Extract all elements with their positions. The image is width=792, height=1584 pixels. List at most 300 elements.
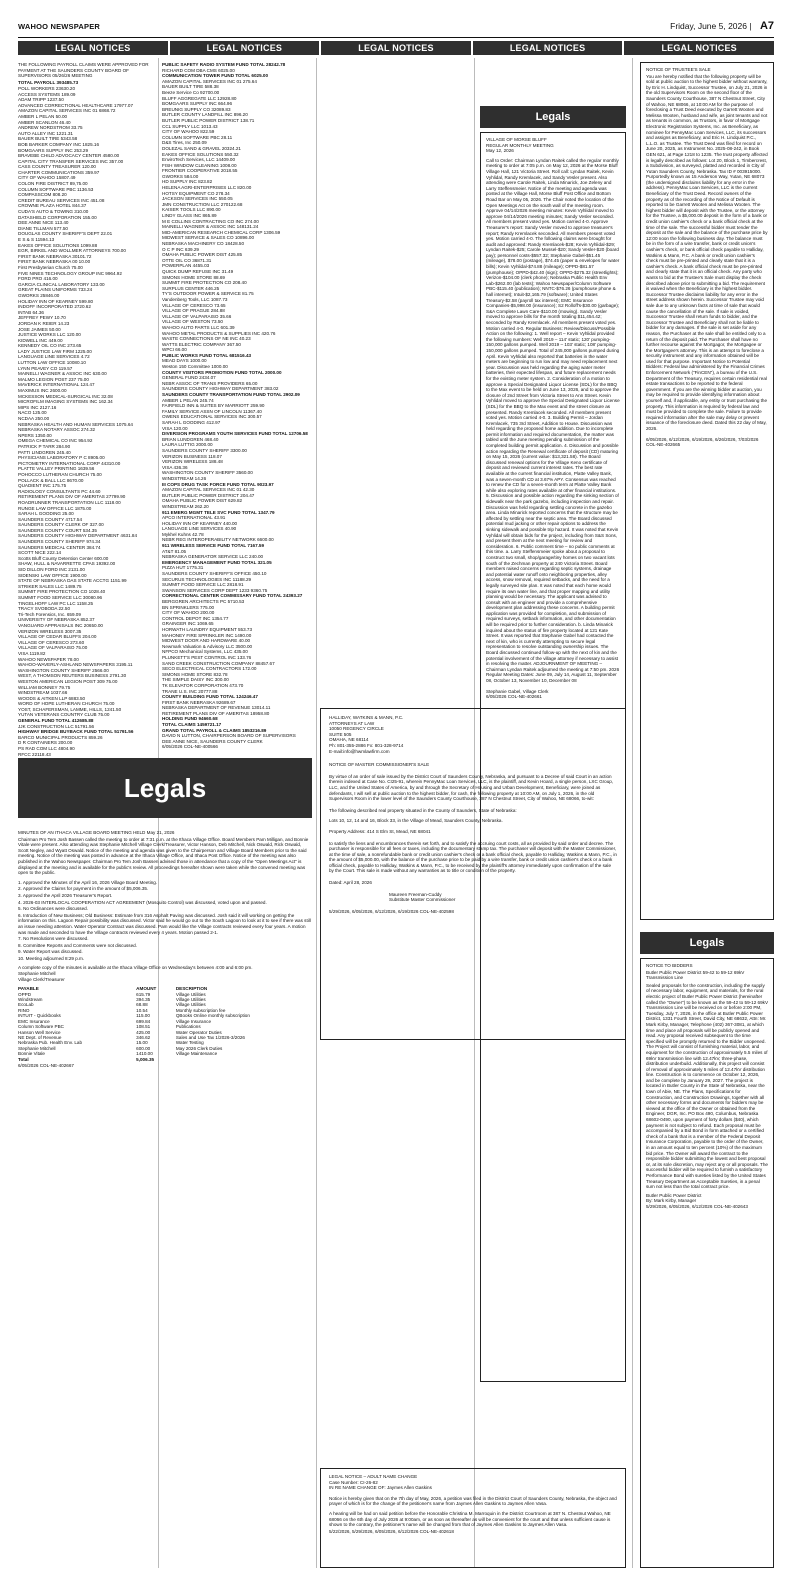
claim-line: DATASHIELD CORPORATION 155.00 bbox=[18, 214, 97, 220]
claim-line: BUTLER PUBLIC POWER DISTRICT 204.47 bbox=[162, 492, 255, 498]
claim-line: Weston 150 Committee 1000.00 bbox=[162, 364, 228, 370]
notice-title bbox=[486, 137, 620, 154]
claim-line: SAUNDERS COUNTY SHERIFF 974.34 bbox=[18, 539, 101, 545]
claim-line: SUMMIT FIRE PROTECTION CO 1028.40 bbox=[18, 589, 106, 595]
claim-line: VILLAGE OF CERESCO 273.60 bbox=[18, 639, 85, 645]
claim-line: APCO INTERNATIONAL 43.91 bbox=[162, 515, 226, 521]
claim-line: FIRST BANK NEBRASKA 30101.72 bbox=[18, 253, 92, 259]
section-bar: LEGAL NOTICES bbox=[18, 41, 168, 55]
claim-line: PICTOMETRY INTERNATIONAL CORP 44310.00 bbox=[18, 460, 121, 466]
claim-line: LINDY GLASS INC 865.89 bbox=[162, 213, 217, 219]
table-cell: 615.79 bbox=[136, 991, 151, 997]
claim-line: BARCO MUNICIPAL PRODUCTS 859.26 bbox=[18, 734, 103, 740]
claim-line: MCKESSON MEDICAL-SURGICAL INC 32.08 bbox=[18, 393, 113, 399]
claim-line: POLL WORKERS 23630.20 bbox=[18, 85, 76, 91]
claim-line: SARAH L GOODING 412.97 bbox=[162, 420, 221, 425]
claim-line: D&S Tires, Inc 250.09 bbox=[162, 140, 207, 146]
claim-line: LAURA LUTTIG 2000.00 bbox=[162, 442, 213, 448]
section-bar: LEGAL NOTICES bbox=[170, 41, 320, 55]
claim-line: SWANSON SERVICES CORP DEPT 1233 9360.75 bbox=[162, 587, 268, 593]
table-cell: Village Utilities bbox=[175, 1002, 206, 1008]
claim-line: GRAND TOTAL PAYROLL & CLAIMS 1853216.89 bbox=[162, 727, 267, 733]
law-firm-line: OMAHA, NE 68114 bbox=[329, 737, 369, 743]
claim-line: MICROFILM IMAGING SYSTEMS INC 162.34 bbox=[18, 399, 113, 405]
claim-line: DIANE TILLMAN 577.50 bbox=[18, 225, 68, 231]
claim-line: COLUMN SOFTWARE PBC 1136.53 bbox=[18, 186, 94, 192]
claim-line: NACO 125.00 bbox=[18, 410, 47, 416]
table-cell: Village Utilities bbox=[175, 991, 206, 997]
table-cell: 600.00 bbox=[136, 1045, 151, 1051]
table-cell: Bonnie Vitale bbox=[18, 1051, 45, 1057]
claim-line: SCOTT NICE 222.14 bbox=[18, 550, 62, 556]
claim-line: SAUNDERS COUNTY SHERIFF 3300.00 bbox=[162, 447, 247, 453]
notice-footer: 5/29/2026, 6/05/2026, 6/12/2026 COL-NE-402643 bbox=[646, 1203, 748, 1209]
notice-to-bidders bbox=[640, 958, 774, 1568]
claim-line: ACCESS SYSTEMS 189.09 bbox=[18, 91, 76, 97]
table-cell: EMC Insurance bbox=[18, 1018, 50, 1024]
minutes-item: 1. Approved the Minutes of the April 16, 2026 Village Board Meeting. bbox=[18, 879, 158, 885]
claim-line: JUSTICE WORKS LLC 120.00 bbox=[18, 332, 81, 338]
notice-closing: A complete copy of the minutes is available at the Ithaca Village Office on Wednesday's between 4:00 and 6:00 pm. bbox=[18, 965, 253, 971]
claim-line: III COPS DRUG TASK FORCE FUND TOTAL 9023.97 bbox=[162, 481, 274, 487]
issue-date: Friday, June 5, 2026 bbox=[670, 21, 747, 31]
claim-line: INTAB 64.36 bbox=[18, 309, 44, 315]
signer-name: Stephanie Mitchell bbox=[18, 971, 56, 977]
minutes-item: 4. 2026-03 INTERLOCAL COOPERATION ACT AGREEMENT (Mosquito Control) was discussed, voted upon and passed. bbox=[18, 899, 267, 905]
claim-line: BLUFF AGGREGATE LLC 12928.80 bbox=[162, 95, 237, 101]
claim-line: GENERAL FUND 2434.07 bbox=[162, 375, 216, 381]
signer-title: Substitute Master Commissioner bbox=[389, 897, 456, 903]
claim-line: OMAHA PUBLIC POWER DIST 629.82 bbox=[162, 498, 243, 504]
claim-line: EAKES OFFICE SOLUTIONS 1099.88 bbox=[18, 242, 98, 248]
claim-line: SAUNDERS COUNTY SHERIFF'S OFFICE 450.10 bbox=[162, 571, 267, 577]
table-cell: EcoLab bbox=[18, 1002, 34, 1008]
claim-line: CITY OF WAHOO 822.59 bbox=[162, 129, 215, 135]
claim-line: COLON FIRE DISTRICT 89,75.00 bbox=[18, 181, 88, 187]
notice-footer: 5/22/2026, 5/29/2026, 6/05/2026, 6/12/2026 COL-NE-402618 bbox=[329, 1528, 454, 1534]
claim-line: FRONTIER COOPERATIVE 2018.55 bbox=[162, 168, 238, 174]
table-cell: 10.54 bbox=[136, 1007, 148, 1013]
claim-line: HOTSY EQUIPMENT CO 278.34 bbox=[162, 190, 230, 196]
claim-line: 911 WIRELESS SERVICE FUND TOTAL 7167.59 bbox=[162, 543, 265, 549]
law-firm-line: SUITE 505 bbox=[329, 731, 352, 737]
claim-line: STRIKER SALES LLC 1489.75 bbox=[18, 583, 82, 589]
table-cell: 108.51 bbox=[136, 1024, 151, 1030]
claim-line: VANGUARD APPRAISALS INC 20650.00 bbox=[18, 622, 103, 628]
table-cell: Monthly subscription fee bbox=[175, 1007, 226, 1013]
notice-title: MINUTES OF AN ITHACA VILLAGE BOARD MEETING HELD May 21, 2026 bbox=[18, 830, 175, 835]
claim-line: TRANE U.S. INC 20777.88 bbox=[162, 688, 218, 694]
claim-line: Newmark Valuation & Advisory LLC 3500.00 bbox=[162, 643, 253, 649]
notice-body: Notice is hereby given that on the 7th day of May, 2026, a petition was filed in the District Court of Saunders County, Nebraska, the object and prayer of which is for the change of the petitioner's name from Jaymes Allen Gaskins to Jaymes Allen Vasa. bbox=[329, 1495, 617, 1507]
claim-line: RUNGE LAW OFFICE LLC 1875.00 bbox=[18, 505, 92, 511]
claim-line: NFPCO Mechanical Systems, LLC 435.00 bbox=[162, 649, 248, 655]
page-date-and-number: Friday, June 5, 2026 | A7 bbox=[670, 20, 774, 32]
claim-line: TRACY SVOBODA 22.50 bbox=[18, 606, 70, 612]
claim-line: SUMMIT FIRE PROTECTION CO 208.40 bbox=[162, 280, 247, 286]
table-cell: Publications bbox=[175, 1024, 201, 1030]
claim-line: MAHONEY FIRE SPRINKLER INC 1490.00 bbox=[162, 632, 252, 638]
claim-line: PATRICK P TARR 284.90 bbox=[18, 443, 71, 449]
claim-line: RFCC 22118.43 bbox=[18, 751, 51, 757]
claim-line: WORD OF HOPE LUTHERAN CHURCH 75.00 bbox=[18, 701, 115, 707]
claim-line: NEBRASKA GENERATOR SERVICE LLC 240.00 bbox=[162, 554, 264, 560]
claim-line: FAIRFIELD INN & SUITES BY MARRIOTT 259.90 bbox=[162, 403, 265, 409]
claim-line: JORDAN K REIER 14.23 bbox=[18, 320, 70, 326]
claim-line: WINDSTREAM 14.26 bbox=[162, 475, 207, 481]
table-cell: RINO bbox=[18, 1007, 30, 1013]
notice-footer: 6/05/2026 COL-NE-402661 bbox=[486, 694, 542, 700]
table-cell: NE Dept. of Revenue bbox=[18, 1034, 62, 1040]
claim-line: NEBRASKA NOTARY ASSOC 274.32 bbox=[18, 427, 96, 433]
claim-line: DEE ANNE NICE, SAUNDERS COUNTY CLERK bbox=[162, 738, 263, 744]
claim-line: PIZZA HUT 1775.31 bbox=[162, 565, 204, 571]
table-cell: 1410.00 bbox=[136, 1051, 153, 1057]
minutes-item: 10. Meeting adjourned 8:29 p.m. bbox=[18, 955, 85, 961]
claims-list bbox=[162, 62, 312, 750]
claim-line: KIDWELL INC 449.00 bbox=[18, 337, 63, 343]
claim-line: RADIOLOGY CONSULTANTS PC 44.60 bbox=[18, 488, 101, 494]
claim-line: NEBR ASSOC OF TRANS PROVIDERS 65.00 bbox=[162, 380, 258, 386]
claim-line: MIDWEST SERVICE & SALES CO 10896.00 bbox=[162, 235, 254, 241]
claim-line: LANGUAGE LINE SERVICES 4.72 bbox=[18, 354, 90, 360]
notice-footer: 5/29/2026, 6/05/2026, 6/12/2026, 6/19/2026 COL-NE-402598 bbox=[329, 908, 454, 914]
claim-line: SUMMIT FOOD SERVICE LLC 2818.91 bbox=[162, 582, 244, 588]
claim-line: FIVE NINES TECHNOLOGY GROUP INC 9964.92 bbox=[18, 270, 122, 276]
claim-line: BN SPRINKLERS 775.00 bbox=[162, 604, 215, 610]
claim-line: SARAH L GOODING 25.00 bbox=[18, 511, 74, 517]
law-firm-line: Ph: 801-355-2886 Fx: 801-328-9714 bbox=[329, 742, 404, 748]
claim-line: GREAT PLAINS UNIFORMS 733.24 bbox=[18, 287, 93, 293]
claim-line: WAHOO METAL PRODUCTS & SUPPLIES INC 420.76 bbox=[162, 330, 276, 336]
claim-line: SIDENSKI LAW OFFICE 1900.00 bbox=[18, 572, 87, 578]
claim-line: M E COLLINS CONTRACTING CO INC 274.00 bbox=[162, 218, 259, 224]
notice-title-line: REGULAR MONTHLY MEETING bbox=[486, 142, 554, 148]
claim-line: MAXIMUS INC 2600.00 bbox=[18, 388, 67, 394]
header-rule bbox=[18, 37, 774, 38]
claim-line: CITY OF WAHOO 200.00 bbox=[162, 610, 215, 616]
signer-name: Stephanie Gabel, Village Clerk bbox=[486, 688, 549, 694]
claim-line: ADVANCED CORRECTIONAL HEALTHCARE 17977.07 bbox=[18, 102, 134, 108]
table-cell: Total bbox=[18, 1056, 29, 1062]
column-header: PAYABLE bbox=[18, 986, 39, 992]
claim-line: DOLEZAL SAND & GRAVEL 20324.21 bbox=[162, 145, 241, 151]
claim-line: NEBRASKA DEPARTMENT OF REVENUE 13014.11 bbox=[162, 705, 271, 711]
claim-line: VERIZON BUSINESS 118.07 bbox=[162, 453, 222, 459]
claim-line: SIMONS HOME STORE 832.78 bbox=[162, 671, 228, 677]
minutes-item: 8. Committee Reports and Comments were not discussed. bbox=[18, 942, 137, 948]
claim-line: DAVID N LUTTON, CHAIRPERSON BOARD OF SUPERVISORS bbox=[162, 733, 296, 739]
claim-line: GARCIA CLINICAL LABORATORY 133.00 bbox=[18, 281, 105, 287]
claim-line: HD SUPPLY INC 823.82 bbox=[162, 179, 213, 185]
law-firm-line: ATTORNEYS AT LAW bbox=[329, 720, 375, 726]
claim-line: JMN CONSTRUCTION LLC 270122.68 bbox=[162, 201, 243, 207]
claim-line: E S & S 11594.13 bbox=[18, 237, 55, 242]
claim-line: HOLDING FUND 94660.68 bbox=[162, 716, 218, 722]
claim-line: LUTTON LAW OFFICE 10080.10 bbox=[18, 360, 86, 366]
claim-line: Tri-Tech Forensics, Inc. 659.09 bbox=[18, 611, 81, 617]
claim-line: BUTLER PUBLIC POWER DISTRICT 138.71 bbox=[162, 117, 255, 123]
claim-line: COUNTY BUILDING FUND TOTAL 124246.47 bbox=[162, 694, 258, 700]
minutes-item: 7. No Resolutions were discussed. bbox=[18, 936, 89, 942]
claim-line: QUADIENT INC 175.75 bbox=[18, 483, 67, 489]
claim-line: JJK CONSTRUCTION LLC 51791.56 bbox=[18, 723, 95, 729]
claims-column-1 bbox=[18, 62, 156, 757]
claim-line: OTTE OIL CO 36871.31 bbox=[162, 257, 212, 263]
claim-line: VISA 120.00 bbox=[162, 425, 188, 431]
claim-line: BOMGAARS SUPPLY INC 253.29 bbox=[18, 147, 89, 153]
law-firm-line: E-mail:info@hwmlawfirm.com bbox=[329, 748, 390, 754]
claim-line: PUBLIC WORKS FUND TOTAL 681516.43 bbox=[162, 352, 252, 358]
notice-title: NOTICE OF TRUSTEE'S SALE bbox=[646, 67, 711, 72]
notice-body: Call to Order: Chairman Lyndan Raitek called the regular monthly meeting to order at 7:05 p.m. on May 12, 2026 at the Morse Bluff Village Hall, 121 Victoria Street. Roll call: Lyndan Raitek, Kevin Vyhlidal, Randy Kremlacek, and Sandy Vesler present. Also attending were Carole Raitek, Linda Minarick, Joe Zeleny and Larry Steffensmeier. Notice of the meeting and agenda was posted at the Village Hall, Morse Bluff Post Office and Bottom Road Bar on May 05, 2026. The Chair noted the location of the Open Meetings Act on the south wall of the meeting room. Approve 04/14/2026 meeting minutes: Kevin Vyhlidal moved to approve 04/14/2026 meeting minutes; Sandy Vesler seconded. All members present voted yes. Motion carried 4-0. Approve Treasurer's report: Sandy Vesler moved to approve treasurer's report; Randy Kremlacek seconded. All members present voted yes. Motion carried 4-0. The following claims were brought for audit and approved: Randy Kremlacek-$28; Kevin Vyhlidal-$29; Lyndan Raitek-$25; Carole Mussel-$20; Sandy Vesler-$20 (board pay); personnel costs-$557.32; Stephanie Gabel-$51.45 (mileage), $78.00 (postage), $74.45 (paper & envelopes for water bills); Kevin Vyhlidal-$74.88 (mileage); OPPD-$81.57 (pumphouse); OPPD-$42.40 (sign); OPPD-$275.32 (streetlights); Verizon-$104.00 (clerk phone); Nebraska Public Health Env Lab-$262.00 (lab tests); Wahoo Newspaper/Column Software PBC-$115.40 (publication); NNTC-$76.26 (pumphouse phone & hall internet); Intuit-$2,165.79 (software); United States Treasury-$2.58 (payroll tax interest); EMC Insurance Companies-$5,998.00 (insurance); S2 Rolloff's-$30.00 (garbage); S&A Complete Lawn Care-$110.00 (mowing). Sandy Vesler moved to approve bills for the month totaling $11,454.42; seconded by Randy Kremlacek. All members present voted yes. Motion carried 4-0. Regular Business: Review/Discuss/Possible Action on the following: 1. Well report – Kevin Vyhlidal provided the following numbers: Well 2019 – 114' static; 120' pumping-150,000 gallons pumped. Well 2019 – 103' static; 108' pumping-150,000 gallons pumped. Total of 245,000 gallons pumped during April. Kevin Vyhlidal also reported that batteries in the water meters are beginning to run low and may need replacement next year. Discussion was held regarding the aging water meter batteries, their expected lifespan, and future replacement needs for the existing meter system. 2. Consideration of a motion to approve a Special Designated Liquor License (SDL) for the BBQ to the Max event to be held on June 13, 2026, and to approve the closure of 2nd Street from Victoria Street to Ann Street. Kevin Vyhlidal moved to approve the Special Designated Liquor License (SDL) for the BBQ to the Max event and the street closure as presented. Randy Kremlacek seconded. All members present voted yes. Motion carried 4-0. 3. Building Permit – Jordan Kremlacek, 735 3rd Street, Addition to House. Discussion was held regarding the proposed home addition. Due to incomplete permit information and required documentation, the matter was tabled until the June meeting pending submission of the completed building permit application. 4. Discussion and possible action regarding the Renewal certificate of deposit (CD) maturing on May 15, 2026 (current value: $13,321.58). The Board discussed renewal options for the Village Keno certificate of deposit and reviewed current interest rates. The best rate available at the current financial institution, Platte Valley Bank, was a seven-month CD at 3.67% APY. Consensus was reached to renew the CD for a seven-month term at Platte Valley Bank while also exploring rates available at other financial institutions. 5. Discussion and possible action regarding the sinking section of sidewalk near the park gazebo, including inspection and repair. Discussion was held regarding settling concrete in the gazebo area. Linda Minarick reported concerns that the structure may be affected by settling near the septic area. The Board discussed potential mud jacking or other repair options to address the sinking sidewalk and possible trip hazard. It was noted that Kevin Vyhlidal will obtain bids for the project, including from S&S Sons, and present them at the next meeting for review and consideration. 6. Public comment time – no public comments at this time. a. Larry Steffensmeier spoke about a proposal to construct two small, shop/garage/tiny homes on two vacant lots south of the Zechman property at 240 Victoria Street. Board members raised concerns regarding septic systems, drainage and potential water runoff onto neighboring properties, alley access, snow removal, required setbacks, and the need for a legally surveyed site plan. It was noted that each home would require its own water line, and that proper mapping and utility planning would be necessary. The applicant was advised to consult with an engineer and provide a comprehensive development plan addressing these concerns. A building permit application was provided for completion, and submission of required surveys, setback information, and other documentation will be required prior to further consideration. b. Linda Minarick inquired about the status of fire property located at 121 Kate Street. It was reported that Stephanie Gabel had contacted the next of kin, who is currently attempting to secure legal representation to resolve outstanding ownership issues. The Board discussed continued follow-up with the next of kin and the potential involvement of the village attorney if necessary to assist in resolving the matter. ADJOURNMENT OF MEETING – Chairman Lyndan Raitek adjourned the meeting at 7:50 pm. 2026 Regular Meeting Dates: June 09, July 14, August 11, September 08, October 13, November 10, December 08 bbox=[486, 157, 620, 683]
claim-line: KENNEDY OIL CO INC 273.65 bbox=[18, 343, 82, 349]
claim-line: 911 EMERG MGMT TELE SVC FUND TOTAL 1347.79 bbox=[162, 509, 275, 515]
claim-line: FAMILY SERVICE ASSN OF LINCOLN 11367.40 bbox=[162, 408, 262, 414]
table-cell: Village Insurance bbox=[175, 1018, 212, 1024]
claim-line: WINDSTREAM 1037.66 bbox=[18, 690, 68, 696]
table-cell: 115.00 bbox=[136, 1013, 150, 1019]
signer-title: Village Clerk/Treasurer bbox=[18, 976, 65, 982]
minutes-item: 2. Approved the Claims for payment in the amount of $5,006.35. bbox=[18, 886, 149, 892]
table-row bbox=[18, 1057, 312, 1062]
claims-column-2 bbox=[162, 62, 312, 750]
legals-banner: Legals bbox=[480, 106, 626, 128]
notice-body: Sealed proposals for the construction, including the supply of necessary labor, equipment, and materials, for the rural electric project of Butler Public Power District (hereinafter called the "Owner") to be known as the 59-42 to 59-12 69kV Transmission Line will be received on or before 2:00 PM, Tuesday, July 7, 2026, in the office at Butler Public Power District, 1331 Fourth Street, David City, NE 68632, Attn: Mr. Mark Kirby, Manager, Telephone (402) 367-3081, at which time and place all proposals will be publicly opened and read. Any proposal received subsequent to the time specified will be promptly returned to the Bidder unopened. The Project will consist of furnishing material, labor, and equipment for the construction of approximately 5.5 miles of 69kV transmission line with 12.47kV, three-phase, distribution underbuild. Additionally, this project will consist of removal of approximately 5 miles of 12.47kV distribution line. Construction is to commence on October 12, 2026, and be complete by January 29, 2027. The project is located in Butler County in the State of Nebraska, near the town of Abie, NE. The Plans, Specifications for Construction, and Construction Drawings, together with all other necessary forms and documents for bidders may be viewed at the office of the Owner or obtained from the Engineer, DGR, Inc. PO Box 490, Columbus, Nebraska 68602-0490, upon payment of forty dollars ($40), which payment is not subject to refund. Each proposal must be accompanied by a Bid Bond in form attached or a certified check of a bank that is a member of the Federal Deposit Insurance Corporation, payable to the order of the Owner, in an amount equal to ten percent (10%) of the maximum bid price. The Owner will award the contract to the responsible bidder submitting the lowest and best proposal or, at its sole discretion, may reject any or all proposals. The successful bidder will be required to furnish a satisfactory Performance Bond with sureties listed by the United States Treasury Department as Acceptable Sureties, in a penal sum not less than the total contract price. bbox=[646, 982, 769, 1190]
case-number: Case Number: CI-26-82 bbox=[329, 1479, 378, 1485]
section-bar: LEGAL NOTICES bbox=[624, 41, 774, 55]
claim-line: SECURUS TECHNOLOGIES INC 11188.29 bbox=[162, 576, 252, 582]
claim-line: RETIREMENT PLANS DIV OF AMERITAS 27799.90 bbox=[18, 494, 126, 500]
property-heading: The following described real property situated in the County of Saunders, State of Nebraska: bbox=[329, 807, 517, 813]
claim-line: GWORKS 25846.00 bbox=[18, 292, 60, 298]
minutes-item: 3. Approved the April 2026 Treasurer's Report. bbox=[18, 892, 113, 898]
table-cell: OPPD bbox=[18, 991, 32, 997]
claim-line: CUDA'S AUTO & TOWING 310.00 bbox=[18, 209, 89, 215]
claim-line: OMAHA PUBLIC POWER DIST 425.85 bbox=[162, 252, 243, 258]
claim-line: WASHINGTON COUNTY SHERIFF 2566.00 bbox=[18, 667, 109, 673]
minutes-item: 5. No Ordinances were discussed. bbox=[18, 906, 88, 912]
claim-line: BOMGAARS SUPPLY INC 664.96 bbox=[162, 101, 233, 107]
claim-line: HELENA AGRI-ENTERPRISES LLC 820.00 bbox=[162, 185, 252, 191]
morse-bluff-minutes-notice bbox=[480, 132, 626, 1382]
claim-line: TOTAL CLAIMS 1459721.17 bbox=[162, 722, 222, 728]
claim-line: OWENS EDUCATIONAL SERVICES INC 300.57 bbox=[162, 414, 262, 420]
claim-line: SECO ELECTRICAL CONTRACTORS 172.00 bbox=[162, 666, 257, 672]
claim-line: PHYSICIANS LABORATORY P C 8905.00 bbox=[18, 455, 105, 461]
claim-line: VERIZON WIRELESS 3007.35 bbox=[18, 628, 82, 634]
notice-body: By virtue of an order of sale issued by the District Court of Saunders County, Nebraska, and pursuant to a Decree of said Court in an action therein indexed at Case No. CI25-91, wherein PennyMac Loan Services, LLC, is the plaintiff, and Kevin Hoard, a single person, LXC Group, LLC, and the United States of America, by and through the Secretary of Housing and Urban Development, Beneficiary, were joined as defendants, I will sell at public auction to the highest bidder, for cash, the following property at 10:00 AM, on July 1, 2026, in the old Supervisors Room in the lower level of the Saunders County Courthouse, 387 N Chestnut Street, City of Wahoo, NE 68066, to-wit: bbox=[329, 773, 614, 802]
claim-line: SUMMIT FOOD SERVICE LLC 30080.96 bbox=[18, 595, 103, 600]
claim-line: MIDWEST DOOR AND HARDWARE 40.00 bbox=[162, 638, 251, 644]
claim-line: SAUNDERS COUNTY COURT 534.35 bbox=[18, 527, 97, 533]
claim-line: NPERS 1350.00 bbox=[18, 432, 52, 438]
claim-line: SAUNDERS COUNTY HIGHWAY DEPARTMENT 4631.84 bbox=[18, 533, 138, 539]
claim-line: AT&T 81.05 bbox=[162, 548, 187, 554]
claim-line: WAHOO NEWSPAPER 78.00 bbox=[18, 656, 79, 662]
claim-line: WASTE CONNECTIONS OF NE INC 40.23 bbox=[162, 336, 251, 342]
dated-line: Dated: April 28, 2026 bbox=[329, 880, 372, 886]
claim-line: SAUNDERS COUNTY 4717.54 bbox=[18, 516, 82, 522]
claim-line: FIRST BANK NEBRASKA 92689.67 bbox=[162, 699, 236, 705]
claim-line: CAPITAL CITY TRANSFER SERVICES INC 357.00 bbox=[18, 158, 124, 164]
claim-line: POHOCCO LUTHERAN CHURCH 75.00 bbox=[18, 471, 102, 477]
notice-body: Chairman Pro Tem Josh Bassen called the meeting to order at 7:31 p.m. at the Ithaca Village Office. Board Members Pam Milligan, and Bonnie Vitale were present. Also attending was Stephanie Mitchell Village Clerk/Treasurer, Victor Hanson, Deb Mitchell, Nick Oswald, Rick Oswald, Scott Negley, and Wyatt Oswald. Notice of the meeting and agenda was given to the Chairperson and Village Board Members prior to the said meeting. Notice of the meeting was posted in advance at the Ithaca Village Office, and Ithaca Post Office. Notice of the meeting was also published in the Wahoo Newspaper. Chairman Pro Tem Josh Bassen advised those in attendance that a copy of the "Open Meetings Act" is displayed at the meeting and is available for the public's review. All proceedings hereafter shown were taken while the convened meeting was open to the public. bbox=[18, 836, 309, 876]
minutes-item: 9. Water Report was discussed. bbox=[18, 949, 83, 955]
section-bar: LEGAL NOTICES bbox=[473, 41, 623, 55]
claim-line: MID-AMERICAN RESEARCH CHEMICAL CORP 1306.59 bbox=[162, 229, 281, 235]
claim-line: STATE OF NEBRASKA DAS STATE ACCTG 1151.99 bbox=[18, 578, 127, 584]
claim-line: WPCI 66.00 bbox=[162, 347, 187, 353]
notice-title: NOTICE TO BIDDERS bbox=[646, 963, 693, 968]
claim-line: GWORKS 584.00 bbox=[162, 173, 199, 179]
claim-line: LANGUAGE LINE SERVICES 40.90 bbox=[162, 526, 237, 532]
claim-line: AMAZON CAPITAL SERVICES INC 01 42.30 bbox=[162, 487, 255, 493]
table-cell: 346.62 bbox=[136, 1034, 151, 1040]
page-number: A7 bbox=[759, 20, 774, 32]
claim-line: SAUNDERS COUNTY CLERK OF 327.00 bbox=[18, 522, 104, 528]
claim-line: DIVERSION PROGRAMS YOUTH SERVICES FUND TOTAL 12706.58 bbox=[162, 431, 308, 437]
claim-line: DOUGLAS COUNTY SHERIFF'S DEPT 22.01 bbox=[18, 231, 113, 237]
notice-title-line: VILLAGE OF MORSE BLUFF bbox=[486, 137, 547, 142]
claim-line: VILLAGE OF WESTON 73.50 bbox=[162, 319, 223, 325]
table-cell: 394.35 bbox=[136, 997, 151, 1003]
claim-line: COLUMN SOFTWARE PBC 28.11 bbox=[162, 134, 233, 140]
claim-line: VILLAGE OF CEDAR BLUFFS 204.00 bbox=[18, 634, 97, 640]
claim-line: CROWNE PLAZA HOTEL 844.37 bbox=[18, 203, 87, 209]
claim-line: WAHOO-WAVERLY-ASHLAND NEWSPAPERS 3195.11 bbox=[18, 662, 133, 668]
claim-line: JACKSON SERVICES INC 550.05 bbox=[162, 196, 233, 202]
notice-body: You are hereby notified that the following property will be sold at public auction to the highest bidder without warranty, by Eric H. Lindquist, Successor Trustee, on July 21, 2026 in the old Supervisors Room on the second floor of the Saunders County Courthouse, 387 N Chestnut Street, City of Wahoo, NE 68066, at 10:00 AM for the purpose of foreclosing a Trust Deed executed by Garrett Wooten and Melissa Wooten, husband and wife, as joint tenants and not as tenants in common, as Trustors, in favor of Mortgage Electronic Registration Systems, Inc. as Beneficiary, as nominee for PennyMac Loan Services, LLC, its successors and assigns as Beneficiary, and Eric H. Lindquist P.C., L.L.O. as Trustee. The Trust Deed was filed for record on June 20, 2025, as Instrument No. 2025-08-242, in Book GEN 621, at Page 1218 to 1235. The trust property affected is legally described as follows: Lot 20, Block 1, Timbercrest, a Subdivision, as surveyed, platted and recorded in City of Yutan Saunders County, Nebraska. Tax ID # 003915000. Purportedly known as 15 Anderson Way, Yutan, NE 68073 (the undersigned disclaims liability for any error in the address). PennyMac Loan Services, LLC is the current Beneficiary of the Trust Deed. Record owners of the property as of the recording of the Notice of Default is reported to be Garrett Wooten and Melissa Wooten. The highest bidder will deposit with the Trustee, or the attorney for the Trustee, a $5,000.00 deposit in the form of a bank or credit union cashier's check or a bank official check at the time of the sale. The successful bidder must tender the deposit at the sale and the balance of the purchase price by 12:00 noon the following business day. The balance must be in the form of a wire transfer, bank or credit union's cashier's check, or bank official check payable to Halliday, Watkins & Mann, P.C. A bank or credit union cashier's check must be pre-printed and clearly state that it is a cashier's check. A bank official check must be pre-printed and clearly state that it is an official check. Any party who wants to bid at the Trustee's Sale must display the check described above prior to submitting a bid. The requirement is waived when the Beneficiary is the highest bidder. Successor Trustee disclaims liability for any error in the street address shown herein. Successor Trustee may void sale due to any unknown facts at time of sale that would cause the cancellation of the sale. If sale is voided, Successor Trustee shall return funds to bidder, and the Successor Trustee and Beneficiary shall not be liable to bidder for any damages. If the sale is set aside for any reason, the Purchaser at the sale shall be entitled only to a return of the deposit paid. The Purchaser shall have no further recourse against the Mortgagor, the Mortgagee or the Mortgagee's attorney. This is an attempt to foreclose a security instrument and any information obtained will be used for that purpose. Important Notice to Potential Bidders: Federal law administered by the Financial Crimes Enforcement Network ("FinCEN"), a bureau of the U.S. Department of the Treasury, requires certain residential real estate transactions to be reported to the federal government. If you are the winning bidder at auction, you may be required to provide identifying information about yourself and, if applicable, any entity or trust purchasing the property. This information is required by federal law and must be provided to complete the sale. Failure to provide required information after the sale may delay or prevent issuance of the foreclosure deed. Dated this 22 day of May, 2026. bbox=[646, 73, 768, 431]
claim-line: MEAD DAYS 1000.00 bbox=[162, 358, 207, 364]
claim-line: TINGELHOFF LAW PC LLC 1158.25 bbox=[18, 600, 94, 606]
claim-line: CONTROL DEPOT INC 1354.77 bbox=[162, 615, 229, 621]
claim-line: EnviroTech Services, LLC 14409.00 bbox=[162, 157, 236, 163]
claim-line: VILLAGE OF PRAGUE 284.88 bbox=[162, 308, 225, 314]
claim-line: Scotts Bluff County Detention Center 600.00 bbox=[18, 555, 109, 561]
claim-line: BRIAN LUNDGREN 468.40 bbox=[162, 436, 219, 442]
claim-line: PLUNKETT'S PEST CONTROL INC 133.76 bbox=[162, 654, 252, 660]
payables-table bbox=[18, 986, 312, 1062]
notice-body-continued: to satisfy the liens and encumbrances therein set forth, and to satisfy the accruing court costs, all as provided by said order and decree. The purchaser is responsible for all fees or taxes, including the documentary stamp tax. The purchaser will deposit with the Master Commissioner, at the time of sale, a nonrefundable bank or credit union cashier's check or a bank official check, payable to Halliday, Watkins & Mann, P.C., in the amount of $5,000.00, with the balance of the purchase price to be paid by a wire transfer, bank or credit union cashier's check or a bank official check, payable to Halliday, Watkins & Mann, P.C., to be received by the plaintiff's attorney immediately upon confirmation of the sale by the Court. This sale is made without any warranties as to title or condition of the property. bbox=[329, 840, 617, 874]
publication-name: WAHOO NEWSPAPER bbox=[18, 21, 101, 31]
claim-line: BAUER BUILT TIRE 5343.58 bbox=[18, 136, 78, 142]
claim-line: SAUNDERS MEDICAL CENTER 384.74 bbox=[18, 544, 101, 550]
claim-line: VILLAGE OF VALPARAISO 35.66 bbox=[162, 313, 232, 319]
notice-subtitle: Butler Public Power District 59-42 to 59-12 69kV Transmission Line bbox=[646, 969, 745, 981]
claim-line: DEE ANNE NICE 113.40 bbox=[18, 220, 69, 226]
table-cell: 68.88 bbox=[136, 1002, 148, 1008]
claim-line: HOLIDAY INN OF KEARNEY 599.80 bbox=[18, 298, 94, 304]
claim-line: EGR, BIRKEL AND WOLLMER ATTORNEYS 700.00 bbox=[18, 248, 126, 254]
claim-line: FIRST BANK NEBRASKA 00 10.00 bbox=[18, 259, 91, 265]
claim-line: THE SIMPLE DAISY INC 300.00 bbox=[162, 677, 229, 683]
claim-line: CORRECTIONAL CENTER COMMISSARY FUND TOTAL 24393.27 bbox=[162, 593, 303, 599]
claim-line: LADY JUSTICE LAW FIRM 1225.00 bbox=[18, 348, 92, 354]
claim-line: SID DILLON FORD INC 2131.00 bbox=[18, 567, 85, 573]
claim-line: AMBER SCANLON 46.40 bbox=[18, 119, 71, 125]
claim-line: WASHINGTON COUNTY SHERIFF 3560.00 bbox=[162, 470, 253, 476]
claim-line: 6/05/2026 COL-NE-400566 bbox=[162, 744, 218, 750]
notice-title-line: May 12, 2026 bbox=[486, 148, 514, 154]
claim-line: SAUNDERS COUNTY HIGHWAY DEPARTMENT 383.02 bbox=[162, 386, 279, 392]
claim-line: COMMUNICATION TOWER FUND TOTAL 6025.00 bbox=[162, 73, 269, 79]
claim-line: WAHOO AUTO PARTS LLC 601.39 bbox=[162, 324, 235, 330]
claim-line: MAVERICK INTERNATIONAL 124.47 bbox=[18, 382, 95, 388]
claim-line: Beeze Service Co 92700.00 bbox=[162, 89, 220, 95]
property-address: Property Address: 414 S Elm St, Mead, NE 68041 bbox=[329, 828, 431, 834]
claim-line: SHAW, HULL & NAVARRETTE CPAS 19392.00 bbox=[18, 561, 116, 567]
section-bar: LEGAL NOTICES bbox=[321, 41, 471, 55]
claim-line: ANDREW NORDSTROM 33.75 bbox=[18, 125, 83, 131]
claim-line: TY'S OUTDOOR POWER & SERVICE 81.75 bbox=[162, 291, 254, 297]
claim-line: VISA 436.36 bbox=[162, 464, 188, 470]
claim-line: ADAM TRIPP 1237.50 bbox=[18, 97, 64, 103]
claim-line: HOLIDAY INN OF KEARNEY 440.00 bbox=[162, 520, 238, 526]
claim-line: GRAINGER INC 1069.65 bbox=[162, 621, 214, 627]
claim-line: O C P INC 639.29 bbox=[162, 246, 199, 252]
claim-line: RICHARD COM DBA CMS 6025.00 bbox=[162, 67, 235, 73]
claim-line: BUTLER COUNTY LANDFILL INC 896.20 bbox=[162, 112, 248, 118]
law-firm-line: 10050 REGENCY CIRCLE bbox=[329, 726, 384, 732]
claim-line: NEBRASKA MACHINERY CO 18428.50 bbox=[162, 241, 245, 246]
claim-line: GENERAL FUND TOTAL 412685.88 bbox=[18, 718, 94, 724]
claim-line: LYNN PEAVEY CO 119.57 bbox=[18, 365, 73, 371]
page-header bbox=[18, 16, 774, 36]
claim-line: TK ELEVATOR CORPORATION 473.70 bbox=[162, 682, 244, 688]
table-cell: May 2026 Clerk Duties bbox=[175, 1045, 223, 1051]
notice-footer: 6/05/2026 COL-NE-402667 bbox=[18, 1062, 74, 1068]
claim-line: UNIVERSITY OF NEBRASKA 852.37 bbox=[18, 617, 95, 623]
section-bars bbox=[18, 41, 774, 55]
claim-line: ROADRUNNER TRANSPORTATION LLC 1118.00 bbox=[18, 499, 121, 505]
claim-line: CHARTER COMMUNICATIONS 359.97 bbox=[18, 169, 100, 175]
claim-line: BRAVEBE CHILD ADVOCACY CENTER 4580.00 bbox=[18, 153, 120, 159]
table-cell: 15.00 bbox=[136, 1040, 148, 1046]
claim-line: PUBLIC SAFETY RADIO SYSTEM FUND TOTAL 28242.78 bbox=[162, 62, 286, 67]
claim-line: OMEGA CHEMICAL CO INC 954.92 bbox=[18, 438, 93, 444]
claim-line: VERIZON WIRELESS 188.48 bbox=[162, 459, 223, 465]
claim-line: WATTS ELECTRIC COMPANY 367.50 bbox=[162, 341, 241, 347]
claim-line: TOTAL PAYROLL 393485.73 bbox=[18, 80, 79, 86]
table-cell: INTUIT - Quickbooks bbox=[18, 1013, 61, 1019]
claim-line: WILLIAM BONNEY 79.75 bbox=[18, 684, 71, 690]
notice-body-continued: A hearing will be had on said petition before the Honorable Christina M. Marroquin in the District Courtroom at 387 N. Chestnut Wahoo, NE 68066 on the 6th day of July 2026 at 9:00am, or as soon as thereafter as will be convenient for the court and that unless sufficient cause is shown to the contrary, the petitioner's name will be changed from that of Jaymes Allen Gaskins to Jaymes Allen Vasa. bbox=[329, 1510, 611, 1528]
claim-line: VISA 1119.82 bbox=[18, 650, 46, 656]
claim-line: WESTON AMERICAN LEGION POST 309 75.00 bbox=[18, 678, 118, 684]
claim-line: YOST, SCHAFERSMAN, LAMME, HILLS, 1241.50 bbox=[18, 706, 122, 712]
claim-line: QUICK DUMP REFUSE INC 31.49 bbox=[162, 268, 234, 274]
claim-line: D R CONTAINERS 200.00 bbox=[18, 740, 73, 746]
table-cell: 425.00 bbox=[136, 1029, 151, 1035]
claim-line: MIPS INC 2127.16 bbox=[18, 404, 57, 410]
table-cell: Nebraska Pub. Health Env. Lab bbox=[18, 1040, 83, 1046]
notice-title: NOTICE OF MASTER COMMISSIONER'S SALE bbox=[329, 762, 430, 768]
column-divider bbox=[632, 58, 633, 1568]
claim-line: HORWATH LAUNDRY EQUIPMENT 553.73 bbox=[162, 626, 253, 632]
notice-footer: 6/05/2026, 6/12/2026, 6/19/2026, 6/26/2026, 7/03/2026 COL-NE-402665 bbox=[646, 436, 759, 448]
claim-line: AMBER L PELAN 245.74 bbox=[162, 397, 214, 403]
table-cell: 699.84 bbox=[136, 1018, 151, 1024]
claim-line: PS RAD COM LLC 4804.90 bbox=[18, 746, 75, 752]
claim-line: INDOFF INCORPORATED 2720.62 bbox=[18, 304, 91, 310]
claim-line: Mykhel Kuhns 42.78 bbox=[162, 531, 204, 537]
claim-line: MAINELLI WAGNER & ASSOC INC 148131.24 bbox=[162, 224, 259, 230]
claim-line: AMAZON CAPITAL SERVICES INC 01 275.64 bbox=[162, 78, 257, 84]
claim-line: YUTAN VETERANS COUNTRY CLUB 75.00 bbox=[18, 712, 110, 718]
claim-line: EMERGENCY MANAGEMENT FUND TOTAL 321.05 bbox=[162, 559, 272, 565]
claim-line: COUNTY VISITORS PROMOTION FUND TOTAL 2000.00 bbox=[162, 369, 282, 375]
